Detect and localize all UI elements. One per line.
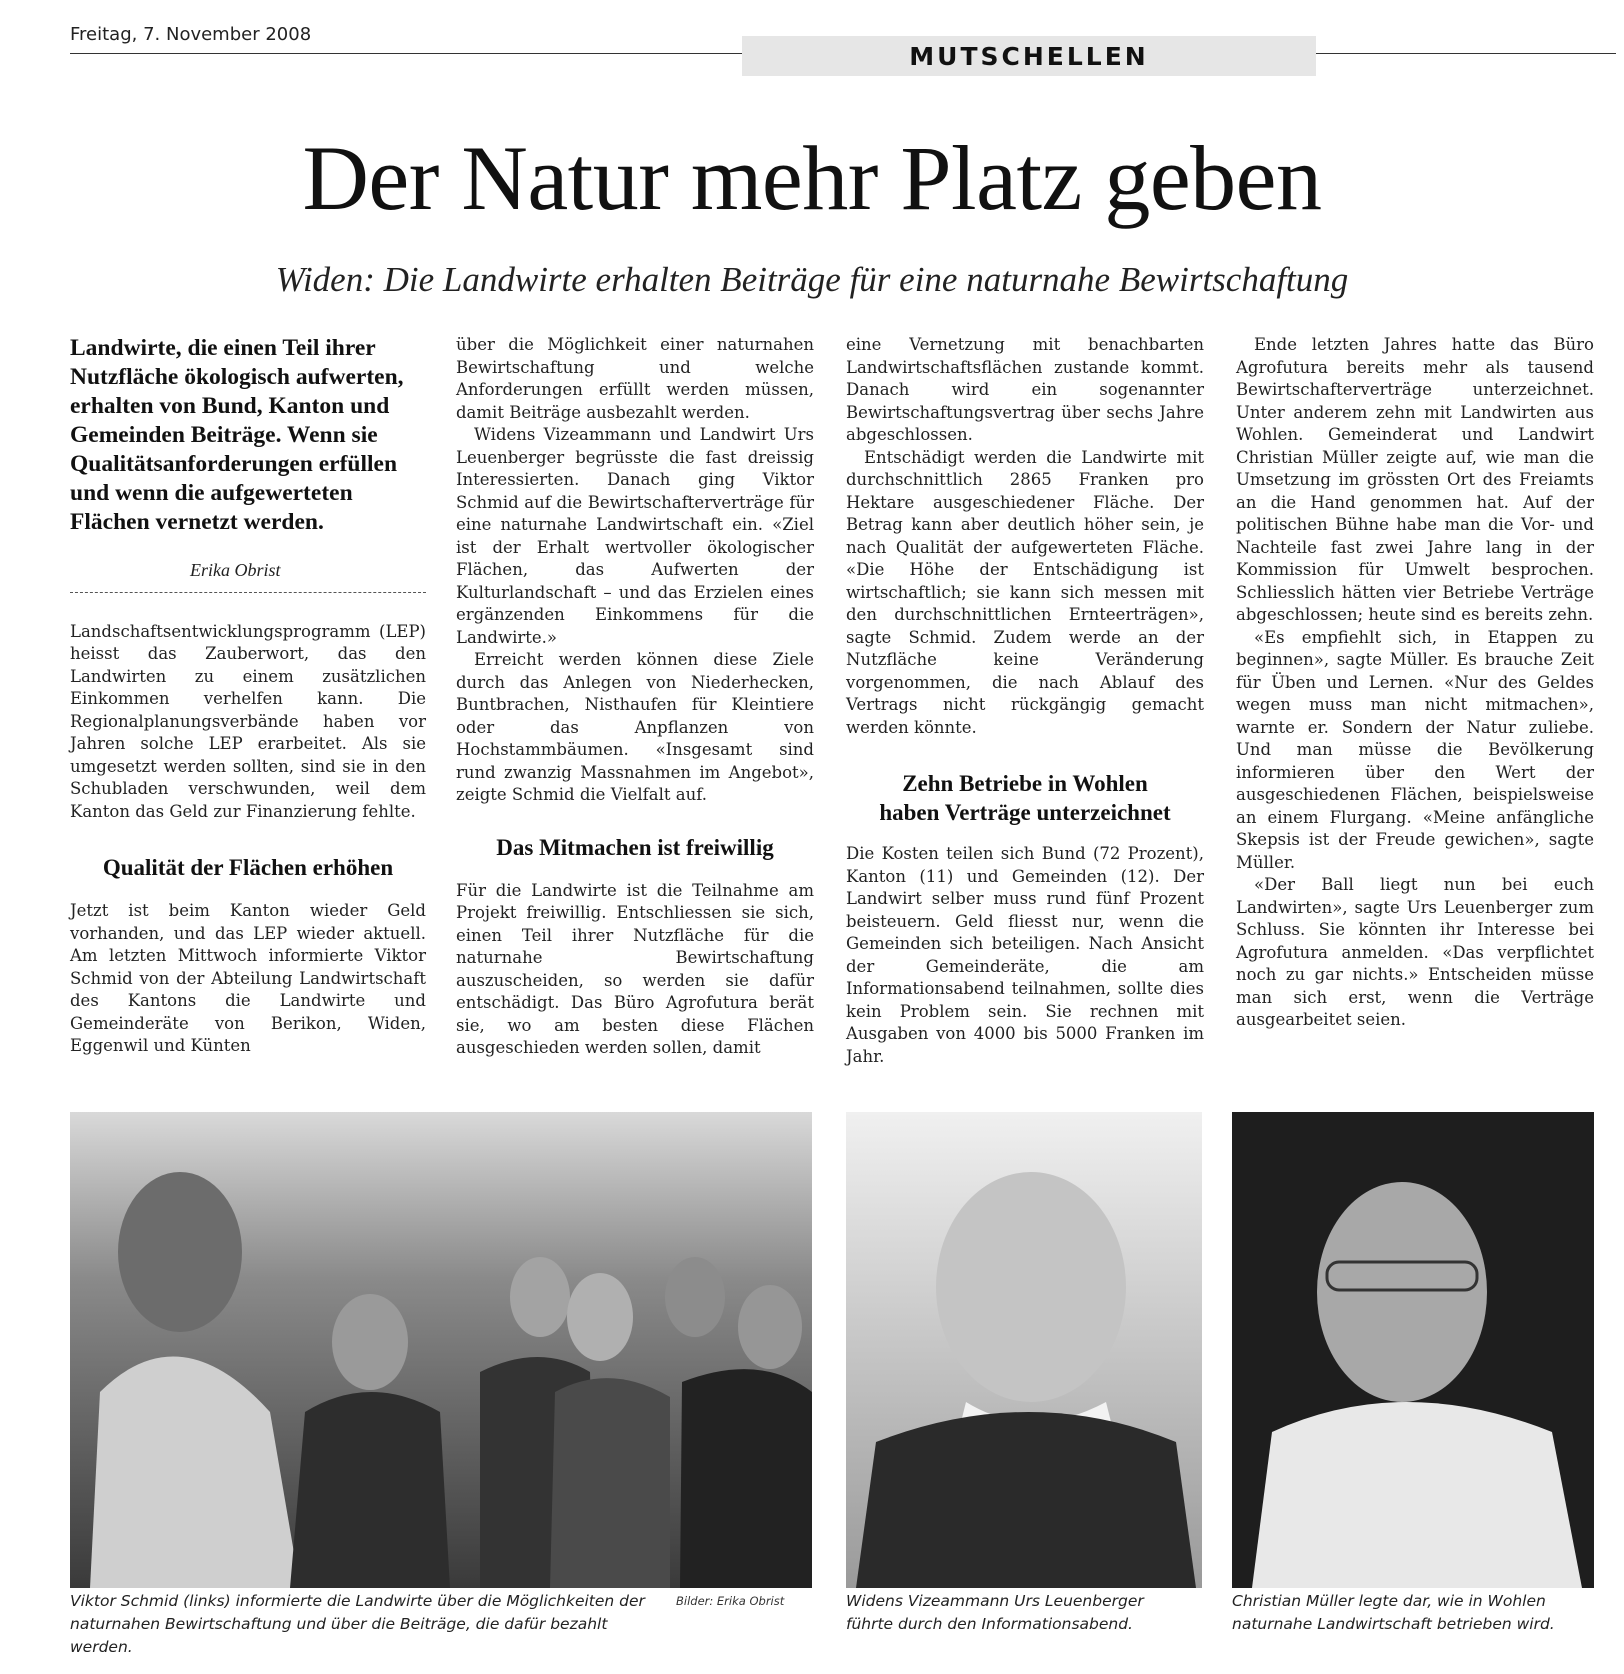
- column-1: [70, 334, 426, 1058]
- paragraph: Jetzt ist beim Kanton wieder Geld vorhanden, und das LEP wieder aktuell. Am letzten Mittwoch informierte Viktor Schmid von der Abteilung Landwirtschaft des Kantons die Landwirte und Gemeinderäte von Berikon, Widen, Eggenwil und Künten: [70, 901, 426, 1055]
- headline: Der Natur mehr Platz geben: [302, 127, 1322, 229]
- mueller-photo-image: [1232, 1112, 1594, 1588]
- header-rule-right: [1316, 53, 1616, 54]
- paragraph: Die Kosten teilen sich Bund (72 Prozent), Kanton (11) und Gemeinden (12). Der Landwirt selber muss rund fünf Prozent beisteuern. Geld fliesst nur, wenn die Gemeinden sich beteiligen. Nach Ansicht der Gemeinderäte, die am Informationsabend teilnahmen, sollte dies kein Problem sein. Sie rechnen mit Ausgaben von 4000 bis 5000 Franken im Jahr.: [846, 844, 1204, 1066]
- photo-leuenberger: [846, 1112, 1202, 1588]
- paragraph: «Es empfiehlt sich, in Etappen zu beginnen», sagte Müller. Es brauche Zeit für Üben und Lernen. «Nur des Geldes wegen muss man nicht mitmachen», warnte er. Sondern der Natur zuliebe. Und man müsse die Bevölkerung informieren über den Wert der ausgeschiedenen Flächen, beispielsweise an einem Flurgang. «Meine anfängliche Skepsis ist der Freude gewichen», sagte Müller.: [1236, 627, 1594, 872]
- column-4: [1236, 334, 1594, 1032]
- column-3: [846, 334, 1204, 1068]
- subheadline: Widen: Die Landwirte erhalten Beiträge für eine naturnahe Bewirtschaftung: [275, 260, 1349, 299]
- paragraph: Landschaftsentwicklungsprogramm (LEP) heisst das Zauberwort, das den Landwirten zu einem zusätzlichen Einkommen verhelfen kann. Die Regionalplanungsverbände haben vor Jahren solche LEP erarbeitet. Als sie umgesetzt werden sollten, sind sie in den Schubladen verschwunden, weil dem Kanton das Geld zur Finanzierung fehlte.: [70, 621, 426, 821]
- caption-meeting: Viktor Schmid (links) informierte die Landwirte über die Möglichkeiten der naturnahen Bewirtschaftung und über die Beiträge, die dafür bezahlt werden.: [70, 1592, 645, 1656]
- caption-mueller: Christian Müller legte dar, wie in Wohlen naturnahe Landwirtschaft betrieben wird.: [1232, 1592, 1555, 1633]
- subheading-voluntary: Das Mitmachen ist freiwillig: [496, 834, 774, 860]
- author-byline: Erika Obrist: [190, 560, 281, 580]
- column-2: [456, 334, 814, 1060]
- meeting-photo-image: [70, 1112, 812, 1588]
- photo-meeting: [70, 1112, 812, 1588]
- leuenberger-photo-image: [846, 1112, 1202, 1588]
- caption-leuenberger: Widens Vizeammann Urs Leuenberger führte durch den Informationsabend.: [846, 1592, 1144, 1633]
- paragraph: Widens Vizeammann und Landwirt Urs Leuenberger begrüsste die fast dreissig Interessierten. Danach ging Viktor Schmid auf die Bewirtschafterverträge für eine naturnahe Landwirtschaft ein. «Ziel ist der Erhalt wertvoller ökologischer Flächen, das Aufwerten der Kulturlandschaft – und das Erzielen eines ergänzenden Einkommens für die Landwirte.»: [456, 425, 814, 647]
- paragraph: Erreicht werden können diese Ziele durch das Anlegen von Niederhecken, Buntbrachen, Nisthaufen für Kleintiere oder das Anpflanzen von Hochstammbäumen. «Insgesamt sind rund zwanzig Massnahmen im Angebot», zeigte Schmid die Vielfalt auf.: [456, 650, 814, 804]
- paragraph: über die Möglichkeit einer naturnahen Bewirtschaftung und welche Anforderungen erfüllt werden müssen, damit Beiträge ausbezahlt werden.: [456, 335, 814, 422]
- header-rule-left: [70, 53, 742, 54]
- paragraph: Entschädigt werden die Landwirte mit durchschnittlich 2865 Franken pro Hektare ausgeschiedener Fläche. Der Betrag kann aber deutlich höher sein, je nach Qualität der aufgewerteten Fläche. «Die Höhe der Entschädigung ist wirtschaftlich; sie kann sich messen mit den durchschnittlichen Ernteerträgen», sagte Schmid. Zudem werde an der Nutzfläche keine Veränderung vorgenommen, die nach Ablauf des Vertrags nicht rückgängig gemacht werden könnte.: [846, 447, 1204, 737]
- paragraph: eine Vernetzung mit benachbarten Landwirtschaftsflächen zustande kommt. Danach wird ein sogenannter Bewirtschaftungsvertrag über sechs Jahre abgeschlossen.: [846, 335, 1204, 444]
- subheading-quality: Qualität der Flächen erhöhen: [102, 855, 394, 880]
- section-label: MUTSCHELLEN: [909, 41, 1149, 71]
- subheading-line: Zehn Betriebe in Wohlen: [902, 771, 1148, 796]
- issue-date: Freitag, 7. November 2008: [70, 24, 312, 45]
- paragraph: «Der Ball liegt nun bei euch Landwirten», sagte Urs Leuenberger zum Schluss. Sie könnten ihr Interesse bei Agrofutura anmelden. «Das verpflichtet noch zu gar nichts.» Entscheiden müsse man sich erst, wenn die Verträge ausgearbeitet seien.: [1236, 875, 1594, 1029]
- paragraph: Ende letzten Jahres hatte das Büro Agrofutura bereits mehr als tausend Bewirtschafterverträge unterzeichnet. Unter anderem zehn mit Landwirten aus Wohlen. Gemeinderat und Landwirt Christian Müller zeigte auf, wie man die Umsetzung im grössten Ort des Freiamts an die Hand genommen hat. Auf der politischen Bühne habe man die Vor- und Nachteile fast zwei Jahre lang in der Kommission für Umwelt besprochen. Schliesslich hätten vier Betriebe Verträge abgeschlossen; heute sind es bereits zehn.: [1236, 335, 1594, 624]
- subheading-line: haben Verträge unterzeichnet: [879, 800, 1171, 825]
- photo-credit: Bilder: Erika Obrist: [676, 1594, 785, 1608]
- section-banner: [742, 36, 1316, 76]
- paragraph: Für die Landwirte ist die Teilnahme am Projekt freiwillig. Entschliessen sie sich, einen Teil ihrer Nutzfläche für die naturnahe Bewirtschaftung auszuscheiden, so werden sie dafür entschädigt. Das Büro Agrofutura berät sie, wo am besten diese Flächen ausgeschieden werden sollen, damit: [456, 880, 814, 1057]
- photo-mueller: [1232, 1112, 1594, 1588]
- article-lead: Landwirte, die einen Teil ihrer Nutzfläche ökologisch aufwerten, erhalten von Bund, Kanton und Gemeinden Beiträge. Wenn sie Qualitätsanforderungen erfüllen und wenn die aufgewerteten Flächen vernetzt werden.: [70, 335, 404, 535]
- subheading-wohlen: [846, 769, 1204, 827]
- byline-divider: [70, 592, 426, 593]
